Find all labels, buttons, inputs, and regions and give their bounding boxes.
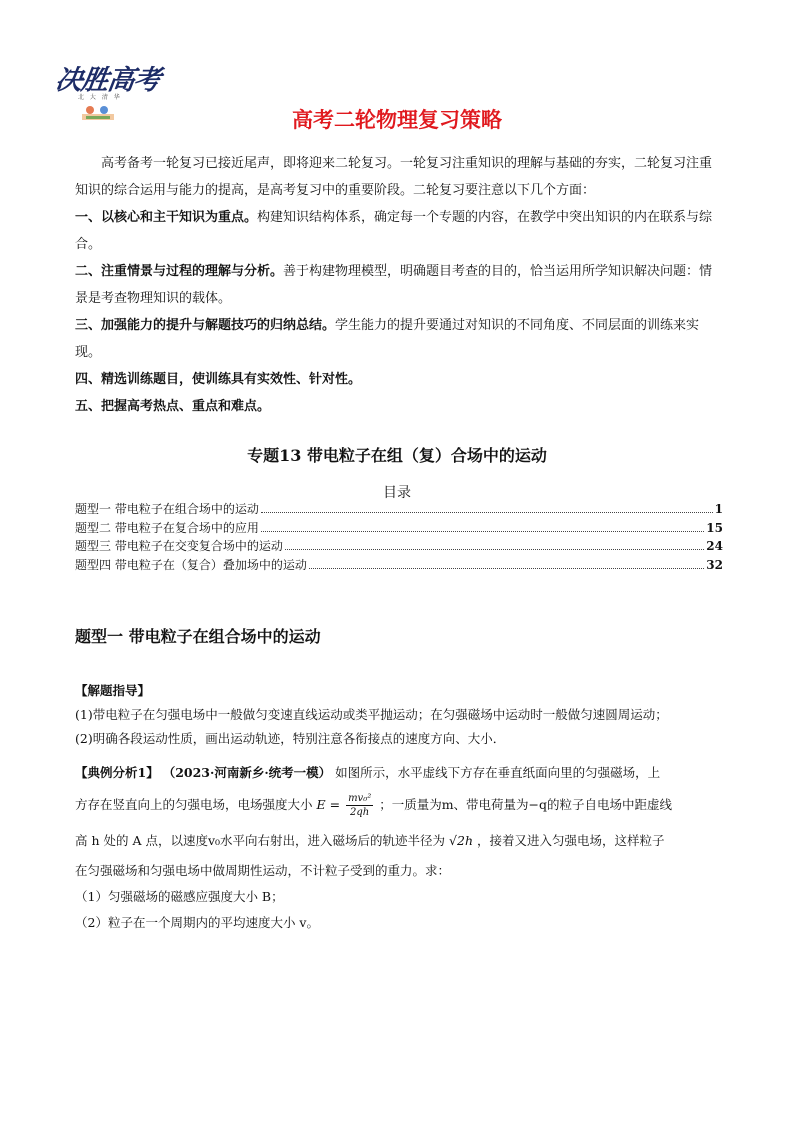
topic-title: 专题13 带电粒子在组（复）合场中的运动 [247,446,547,465]
solving-guide [75,679,735,751]
toc-item[interactable]: 题型四 带电粒子在（复合）叠加场中的运动 32 [75,557,723,572]
guide-line: (1)带电粒子在匀强电场中一般做匀变速直线运动或类平抛运动；在匀强磁场中运动时一般做匀速圆周运动； [75,707,668,722]
toc-item[interactable]: 题型一 带电粒子在组合场中的运动 1 [75,502,723,516]
example-tag: 【典例分析1】 [75,765,159,780]
strategy-points [75,204,723,420]
toc-title: 目录 [383,485,411,501]
question-1: （1）匀强磁场的磁感应强度大小 B； [75,889,284,904]
example-source: （2023·河南新乡·统考一模） [162,765,332,780]
example-problem: 【典例分析1】 （2023·河南新乡·统考一模） 如图所示，水平虚线下方存在垂直纸面向里的匀强磁场，上 方存在竖直向上的匀强电场，电场强度大小 E = $\frac{\text{mv₀²}}{2qh}$ ；一质量为m、带电荷量为−q的粒子自电场中距虚线 高 h 处的 A 点，以速度v₀水平向右射出，进入磁场后的轨迹半径为 √2h ，接着又进入匀强电场，这样粒子 在匀强磁场和匀强电场中做周期性运动，不计粒子受到的重力。求： （1）匀强磁场的磁感应强度大小 B； （2）粒子在一个周期内的平均速度大小 v。 [75,760,735,936]
guide-heading: 【解题指导】 [75,683,151,698]
logo-subtitle: 北 大 清 华 [78,94,122,101]
toc-item[interactable]: 题型二 带电粒子在复合场中的应用 15 [75,520,723,535]
table-of-contents [75,500,723,574]
strategy-point: 一、以核心和主干知识为重点。构建知识结构体系，确定每一个专题的内容，在教学中突出知识的内在联系与综合。 [75,210,713,252]
section-title: 题型一 带电粒子在组合场中的运动 [75,627,321,646]
strategy-point: 二、注重情景与过程的理解与分析。善于构建物理模型，明确题目考查的目的，恰当运用所学知识解决问题：情景是考查物理知识的载体。 [75,264,713,306]
formula-lhs: E = [316,797,341,812]
question-2: （2）粒子在一个周期内的平均速度大小 v。 [75,915,319,930]
main-title: 高考二轮物理复习策略 [292,108,502,132]
toc-item[interactable]: 题型三 带电粒子在交变复合场中的运动 24 [75,539,723,553]
electric-field-formula: $\frac{\text{mv₀²}}{2qh}$ [348,793,372,818]
guide-line: (2)明确各段运动性质，画出运动轨迹，特别注意各衔接点的速度方向、大小． [75,731,506,746]
logo-text: 决胜高考 [53,65,162,96]
radius-formula: √2h [449,833,473,848]
strategy-point: 四、精选训练题目，使训练具有实效性、针对性。 [75,372,362,387]
intro-paragraph: 高考备考一轮复习已接近尾声，即将迎来二轮复习。一轮复习注重知识的理解与基础的夯实，二轮复习注重知识的综合运用与能力的提高，是高考复习中的重要阶段。二轮复习要注意以下几个方面： [75,156,713,198]
strategy-point: 五、把握高考热点、重点和难点。 [75,399,271,414]
strategy-point: 三、加强能力的提升与解题技巧的归纳总结。学生能力的提升要通过对知识的不同角度、不同层面的训练来实现。 [75,318,700,360]
